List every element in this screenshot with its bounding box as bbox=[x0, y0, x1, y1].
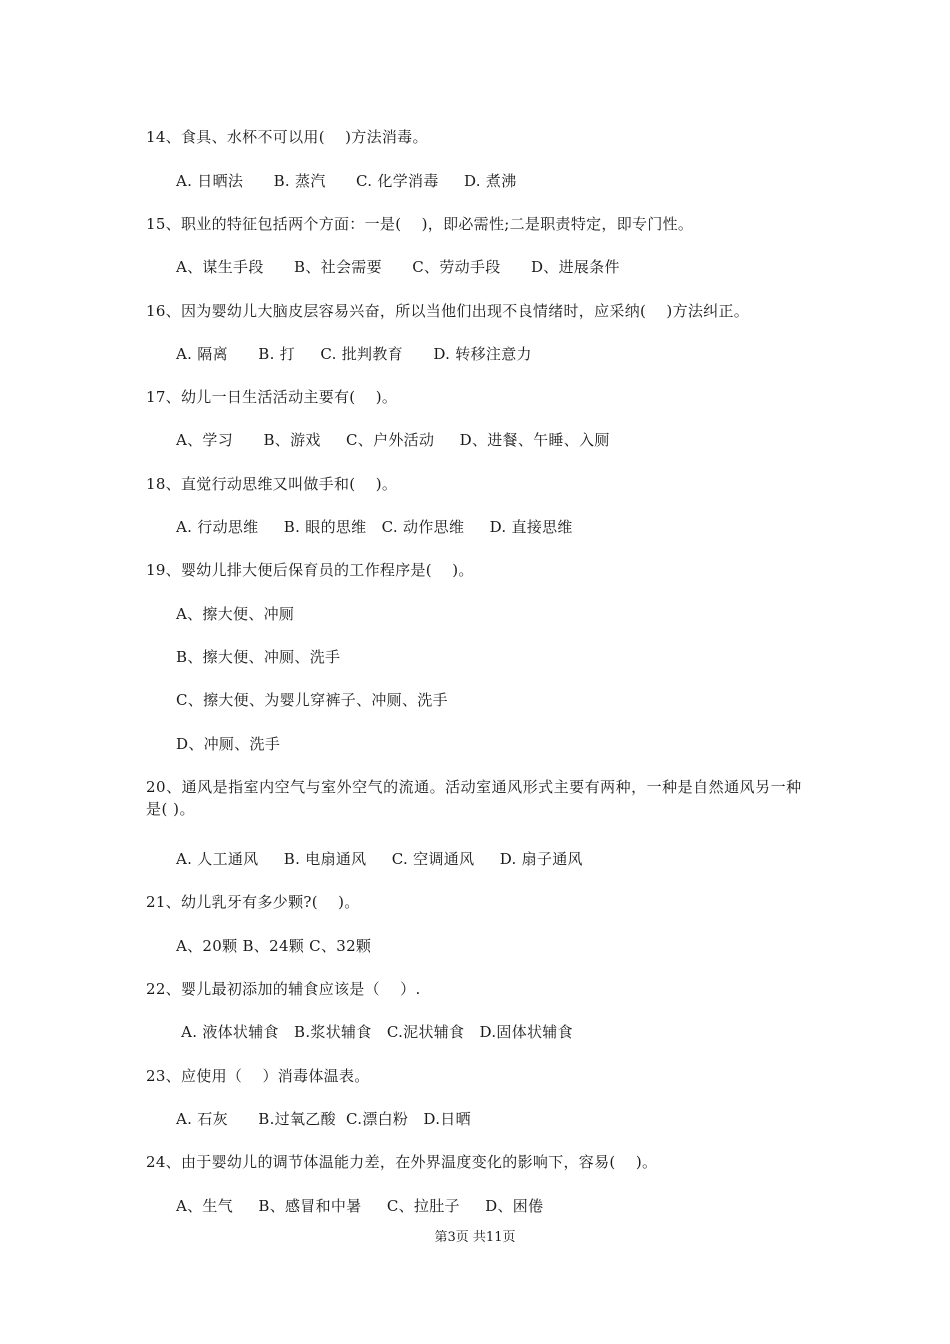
page-footer: 第3页 共11页 bbox=[434, 1230, 516, 1245]
question-23: 23、应使用（ ）消毒体温表。 bbox=[146, 1067, 370, 1085]
options-20: A. 人工通风 B. 电扇通风 C. 空调通风 D. 扇子通风 bbox=[176, 850, 583, 868]
question-24: 24、由于婴幼儿的调节体温能力差，在外界温度变化的影响下，容易( )。 bbox=[146, 1153, 658, 1171]
options-19-b: B、擦大便、冲厕、洗手 bbox=[176, 648, 341, 666]
question-15: 15、职业的特征包括两个方面：一是( )，即必需性;二是职责特定，即专门性。 bbox=[146, 215, 694, 233]
options-17: A、学习 B、游戏 C、户外活动 D、进餐、午睡、入厕 bbox=[176, 431, 610, 449]
question-14: 14、食具、水杯不可以用( )方法消毒。 bbox=[146, 128, 428, 146]
question-19: 19、婴幼儿排大便后保育员的工作程序是( )。 bbox=[146, 561, 474, 579]
question-16: 16、因为婴幼儿大脑皮层容易兴奋，所以当他们出现不良情绪时，应采纳( )方法纠正。 bbox=[146, 302, 750, 320]
question-20: 20、通风是指室内空气与室外空气的流通。活动室通风形式主要有两种，一种是自然通风另一种是( )。 bbox=[146, 778, 802, 818]
options-16: A. 隔离 B. 打 C. 批判教育 D. 转移注意力 bbox=[176, 345, 532, 363]
question-18: 18、直觉行动思维又叫做手和( )。 bbox=[146, 475, 398, 493]
question-22: 22、婴儿最初添加的辅食应该是（ ）. bbox=[146, 980, 421, 998]
question-21: 21、幼儿乳牙有多少颗?( )。 bbox=[146, 893, 360, 911]
options-19-c: C、擦大便、为婴儿穿裤子、冲厕、洗手 bbox=[176, 691, 448, 709]
options-21: A、20颗 B、24颗 C、32颗 bbox=[176, 937, 372, 955]
question-17: 17、幼儿一日生活活动主要有( )。 bbox=[146, 388, 398, 406]
options-19-a: A、擦大便、冲厕 bbox=[176, 605, 295, 623]
options-14: A. 日晒法 B. 蒸汽 C. 化学消毒 D. 煮沸 bbox=[176, 172, 517, 190]
options-19-d: D、冲厕、洗手 bbox=[176, 735, 281, 753]
options-23: A. 石灰 B.过氧乙酸 C.漂白粉 D.日晒 bbox=[176, 1110, 471, 1128]
options-18: A. 行动思维 B. 眼的思维 C. 动作思维 D. 直接思维 bbox=[176, 518, 573, 536]
options-15: A、谋生手段 B、社会需要 C、劳动手段 D、进展条件 bbox=[176, 258, 620, 276]
options-22: A. 液体状辅食 B.浆状辅食 C.泥状辅食 D.固体状辅食 bbox=[176, 1023, 573, 1041]
options-24: A、生气 B、感冒和中暑 C、拉肚子 D、困倦 bbox=[176, 1197, 544, 1215]
